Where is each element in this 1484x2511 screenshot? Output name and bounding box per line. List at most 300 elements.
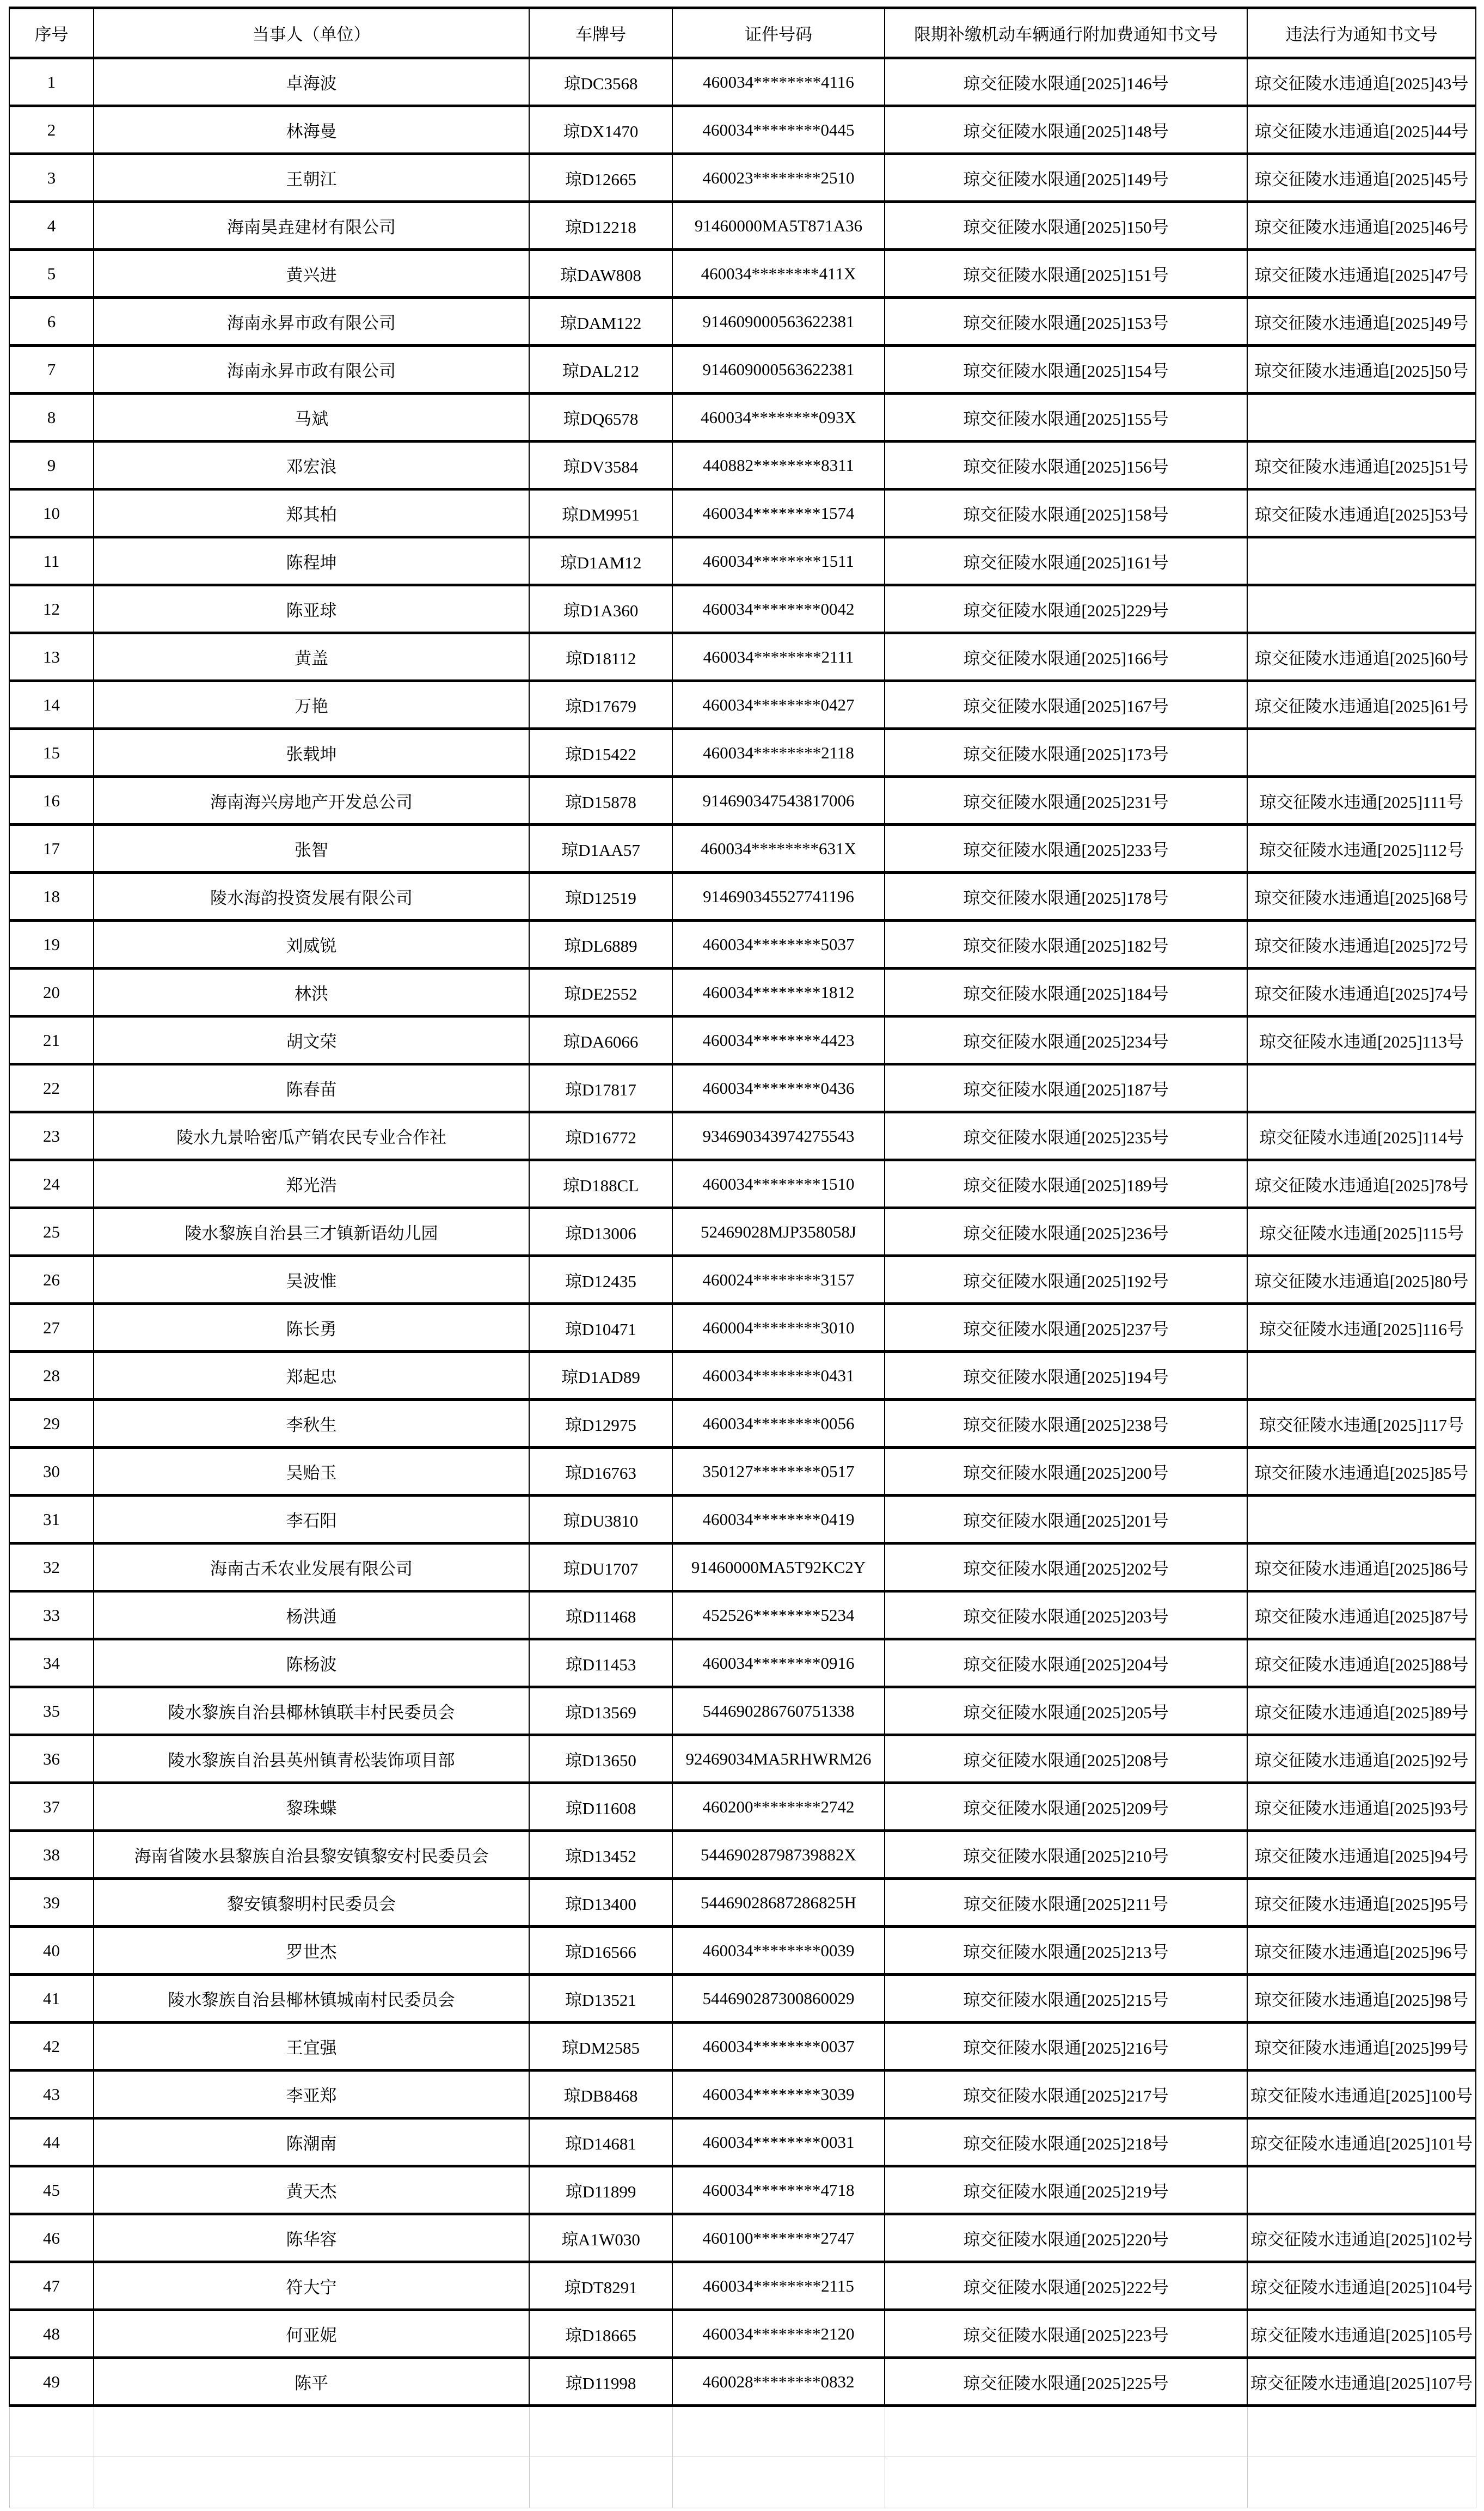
table-cell: 海南海兴房地产开发总公司 [94,777,529,825]
table-cell: 琼DA6066 [529,1016,672,1064]
table-cell: 陈平 [94,2358,529,2406]
table-cell: 37 [9,1783,94,1831]
table-cell: 460034********0916 [672,1639,885,1687]
table-cell: 49 [9,2358,94,2406]
table-cell: 460034********1511 [672,537,885,585]
table-cell: 琼交征陵水违通追[2025]44号 [1247,106,1476,154]
empty-cell [94,2457,529,2508]
table-cell: 32 [9,1544,94,1591]
table-cell: 46 [9,2214,94,2262]
table-cell: 琼DM9951 [529,489,672,537]
table-cell: 460034********0042 [672,585,885,633]
table-cell: 琼DV3584 [529,442,672,489]
table-cell: 琼交征陵水违通追[2025]92号 [1247,1735,1476,1783]
table-cell: 琼交征陵水限通[2025]192号 [885,1256,1247,1304]
empty-cell [885,2406,1247,2457]
table-cell: 琼D13452 [529,1831,672,1879]
table-cell: 陵水九景哈密瓜产销农民专业合作社 [94,1112,529,1160]
table-cell: 琼交征陵水违通[2025]115号 [1247,1208,1476,1256]
table-cell: 琼D12218 [529,202,672,250]
table-row [9,1831,1476,1879]
table-row [9,1256,1476,1304]
table-cell: 52469028MJP358058J [672,1208,885,1256]
table-cell: 琼交征陵水违通追[2025]85号 [1247,1448,1476,1496]
table-cell: 460034********4718 [672,2166,885,2214]
table-cell: 琼交征陵水违通追[2025]46号 [1247,202,1476,250]
table-row [9,585,1476,633]
table-cell: 11 [9,537,94,585]
table-cell: 琼交征陵水限通[2025]218号 [885,2118,1247,2166]
table-cell: 陵水海韵投资发展有限公司 [94,873,529,921]
table-row [9,1112,1476,1160]
table-cell: 琼交征陵水违通追[2025]53号 [1247,489,1476,537]
table-cell: 460034********631X [672,825,885,873]
empty-row [9,2406,1476,2457]
table-cell: 琼交征陵水限通[2025]219号 [885,2166,1247,2214]
table-cell: 胡文荣 [94,1016,529,1064]
table-cell: 460034********2120 [672,2310,885,2358]
table-cell: 琼D13650 [529,1735,672,1783]
table-cell: 6 [9,298,94,346]
table-cell: 陈华容 [94,2214,529,2262]
table-cell: 460034********4116 [672,58,885,106]
table-row [9,250,1476,298]
table-cell: 黄兴进 [94,250,529,298]
table-cell: 琼交征陵水限通[2025]189号 [885,1160,1247,1208]
table-cell: 琼交征陵水限通[2025]201号 [885,1496,1247,1544]
table-cell: 琼交征陵水限通[2025]208号 [885,1735,1247,1783]
table-cell: 琼交征陵水违通追[2025]101号 [1247,2118,1476,2166]
table-cell: 29 [9,1400,94,1448]
table-cell: 李石阳 [94,1496,529,1544]
table-cell: 47 [9,2262,94,2310]
table-row [9,346,1476,394]
table-cell: 琼交征陵水违通追[2025]72号 [1247,921,1476,969]
table-row [9,537,1476,585]
table-cell: 350127********0517 [672,1448,885,1496]
table-cell: 44 [9,2118,94,2166]
table-cell: 琼D16763 [529,1448,672,1496]
table-cell: 460034********3039 [672,2071,885,2118]
table-cell: 7 [9,346,94,394]
table-cell: 460034********2111 [672,633,885,681]
table-cell: 琼交征陵水违通追[2025]88号 [1247,1639,1476,1687]
table-row [9,777,1476,825]
table-cell: 琼DAW808 [529,250,672,298]
table-cell: 琼交征陵水限通[2025]154号 [885,346,1247,394]
table-cell: 92469034MA5RHWRM26 [672,1735,885,1783]
table-cell: 914609000563622381 [672,346,885,394]
table-cell: 琼交征陵水限通[2025]215号 [885,1975,1247,2023]
table-cell: 琼交征陵水违通追[2025]102号 [1247,2214,1476,2262]
table-cell: 琼交征陵水违通追[2025]74号 [1247,969,1476,1016]
table-row [9,825,1476,873]
table-cell: 琼D1A360 [529,585,672,633]
table-cell: 李亚郑 [94,2071,529,2118]
column-header: 当事人（单位） [94,8,529,58]
table-cell [1247,585,1476,633]
table-cell: 460034********0431 [672,1352,885,1400]
table-cell: 罗世杰 [94,1927,529,1975]
table-cell: 1 [9,58,94,106]
table-cell: 张载坤 [94,729,529,777]
table-cell: 海南昊垚建材有限公司 [94,202,529,250]
table-cell: 琼交征陵水限通[2025]155号 [885,394,1247,442]
table-cell: 王宜强 [94,2023,529,2071]
table-cell: 914690345527741196 [672,873,885,921]
table-cell: 琼交征陵水限通[2025]225号 [885,2358,1247,2406]
table-cell: 琼交征陵水限通[2025]202号 [885,1544,1247,1591]
table-row [9,1448,1476,1496]
table-cell: 琼交征陵水限通[2025]167号 [885,681,1247,729]
table-row [9,729,1476,777]
table-cell: 吴贻玉 [94,1448,529,1496]
table-cell: 卓海波 [94,58,529,106]
empty-cell [672,2406,885,2457]
table-cell: 陵水黎族自治县椰林镇联丰村民委员会 [94,1687,529,1735]
table-cell: 琼D12665 [529,154,672,202]
table-cell: 海南永昇市政有限公司 [94,346,529,394]
table-cell: 19 [9,921,94,969]
empty-cell [1247,2406,1476,2457]
table-cell: 17 [9,825,94,873]
table-cell: 琼交征陵水限通[2025]148号 [885,106,1247,154]
table-cell [1247,729,1476,777]
table-cell: 琼D16772 [529,1112,672,1160]
table-cell: 琼交征陵水限通[2025]184号 [885,969,1247,1016]
table-cell: 琼交征陵水违通追[2025]50号 [1247,346,1476,394]
table-cell: 琼D17679 [529,681,672,729]
table-row [9,2023,1476,2071]
table-cell: 张智 [94,825,529,873]
table-cell: 3 [9,154,94,202]
table-row [9,1544,1476,1591]
table-cell: 琼交征陵水限通[2025]204号 [885,1639,1247,1687]
table-row [9,2262,1476,2310]
table-cell: 黄天杰 [94,2166,529,2214]
table-cell: 琼交征陵水限通[2025]173号 [885,729,1247,777]
table-row [9,1496,1476,1544]
table-cell: 王朝江 [94,154,529,202]
table-cell: 91460000MA5T871A36 [672,202,885,250]
table-row [9,1304,1476,1352]
table-cell: 42 [9,2023,94,2071]
column-header: 证件号码 [672,8,885,58]
table-row [9,921,1476,969]
table-cell: 12 [9,585,94,633]
table-cell: 琼交征陵水限通[2025]211号 [885,1879,1247,1927]
table-cell: 544690286760751338 [672,1687,885,1735]
table-cell: 琼D12975 [529,1400,672,1448]
table-cell: 陈潮南 [94,2118,529,2166]
table-cell: 郑其柏 [94,489,529,537]
table-cell: 琼交征陵水限通[2025]149号 [885,154,1247,202]
table-cell: 琼D13521 [529,1975,672,2023]
table-cell: 440882********8311 [672,442,885,489]
table-row [9,1591,1476,1639]
table-row [9,1400,1476,1448]
table-cell: 琼交征陵水违通追[2025]94号 [1247,1831,1476,1879]
table-cell: 琼交征陵水违通追[2025]49号 [1247,298,1476,346]
table-cell: 琼D11453 [529,1639,672,1687]
table-cell: 452526********5234 [672,1591,885,1639]
table-cell: 琼D11899 [529,2166,672,2214]
table-cell: 460004********3010 [672,1304,885,1352]
table-cell: 16 [9,777,94,825]
table-cell: 琼交征陵水限通[2025]151号 [885,250,1247,298]
column-header: 序号 [9,8,94,58]
table-cell: 20 [9,969,94,1016]
table-cell: 8 [9,394,94,442]
table-cell: 琼交征陵水限通[2025]220号 [885,2214,1247,2262]
table-cell: 琼DL6889 [529,921,672,969]
header-row [9,8,1476,58]
table-cell: 琼DC3568 [529,58,672,106]
table-cell: 460024********3157 [672,1256,885,1304]
table-cell: 琼交征陵水限通[2025]231号 [885,777,1247,825]
table-row [9,633,1476,681]
table-cell: 31 [9,1496,94,1544]
table-cell: 琼D11608 [529,1783,672,1831]
table-cell: 18 [9,873,94,921]
table-cell: 琼D1AD89 [529,1352,672,1400]
table-row [9,1352,1476,1400]
table-cell: 琼DAL212 [529,346,672,394]
table-row [9,1016,1476,1064]
table-cell: 40 [9,1927,94,1975]
table-row [9,1783,1476,1831]
table-cell: 琼交征陵水违通追[2025]68号 [1247,873,1476,921]
table-cell: 琼DM2585 [529,2023,672,2071]
table-row [9,969,1476,1016]
table-cell: 15 [9,729,94,777]
table-row [9,1927,1476,1975]
table-cell: 琼交征陵水违通[2025]114号 [1247,1112,1476,1160]
empty-cell [529,2457,672,2508]
table-cell: 刘威锐 [94,921,529,969]
table-cell: 何亚妮 [94,2310,529,2358]
table-cell [1247,1352,1476,1400]
table-cell: 黎珠蝶 [94,1783,529,1831]
table-cell: 琼交征陵水限通[2025]194号 [885,1352,1247,1400]
table-row [9,58,1476,106]
column-header: 限期补缴机动车辆通行附加费通知书文号 [885,8,1247,58]
table-cell: 琼交征陵水违通[2025]117号 [1247,1400,1476,1448]
table-row [9,1639,1476,1687]
table-cell: 45 [9,2166,94,2214]
table-cell: 马斌 [94,394,529,442]
table-cell: 陵水黎族自治县英州镇青松装饰项目部 [94,1735,529,1783]
table-cell: 陈程坤 [94,537,529,585]
table-cell: 琼交征陵水违通追[2025]99号 [1247,2023,1476,2071]
table-cell: 43 [9,2071,94,2118]
table-cell: 26 [9,1256,94,1304]
table-cell: 460034********0445 [672,106,885,154]
table-cell [1247,394,1476,442]
table-cell: 陈亚球 [94,585,529,633]
table-cell: 琼交征陵水限通[2025]237号 [885,1304,1247,1352]
table-cell: 海南古禾农业发展有限公司 [94,1544,529,1591]
table-cell: 460034********1510 [672,1160,885,1208]
table-cell: 460023********2510 [672,154,885,202]
table-row [9,2214,1476,2262]
table-cell: 22 [9,1064,94,1112]
table-cell: 35 [9,1687,94,1735]
table-cell: 琼D16566 [529,1927,672,1975]
table-cell: 33 [9,1591,94,1639]
table-cell: 琼交征陵水限通[2025]222号 [885,2262,1247,2310]
table-cell: 郑光浩 [94,1160,529,1208]
table-cell: 39 [9,1879,94,1927]
table-cell [1247,537,1476,585]
table-cell: 914609000563622381 [672,298,885,346]
table-row [9,1879,1476,1927]
table-cell: 23 [9,1112,94,1160]
table-cell: 郑起忠 [94,1352,529,1400]
table-cell: 24 [9,1160,94,1208]
table-cell: 琼交征陵水违通追[2025]107号 [1247,2358,1476,2406]
table-cell: 琼交征陵水限通[2025]238号 [885,1400,1247,1448]
table-cell: 琼交征陵水违通[2025]116号 [1247,1304,1476,1352]
table-cell: 25 [9,1208,94,1256]
table-cell: 10 [9,489,94,537]
table-cell: 38 [9,1831,94,1879]
table-cell: 460034********411X [672,250,885,298]
table-cell: 琼交征陵水限通[2025]216号 [885,2023,1247,2071]
table-cell: 460200********2742 [672,1783,885,1831]
table-cell: 460034********093X [672,394,885,442]
table-cell: 30 [9,1448,94,1496]
table-cell: 460034********2118 [672,729,885,777]
table-cell: 460034********5037 [672,921,885,969]
table-cell: 琼交征陵水限通[2025]217号 [885,2071,1247,2118]
table-cell: 琼交征陵水违通追[2025]45号 [1247,154,1476,202]
table-cell: 琼交征陵水限通[2025]229号 [885,585,1247,633]
table-cell: 460034********0031 [672,2118,885,2166]
table-cell: 28 [9,1352,94,1400]
table-cell: 14 [9,681,94,729]
table-row [9,1975,1476,2023]
table-cell: 54469028687286825H [672,1879,885,1927]
table-cell: 460034********0427 [672,681,885,729]
table-cell: 34 [9,1639,94,1687]
table-cell: 琼交征陵水违通追[2025]89号 [1247,1687,1476,1735]
table-cell: 琼交征陵水违通[2025]113号 [1247,1016,1476,1064]
table-cell: 460100********2747 [672,2214,885,2262]
table-row [9,1208,1476,1256]
table-cell: 琼交征陵水违通追[2025]61号 [1247,681,1476,729]
empty-cell [9,2406,94,2457]
table-cell: 琼交征陵水限通[2025]146号 [885,58,1247,106]
table-row [9,2310,1476,2358]
table-cell: 460028********0832 [672,2358,885,2406]
table-cell: 琼交征陵水违通[2025]111号 [1247,777,1476,825]
table-cell: 琼D12435 [529,1256,672,1304]
table-cell: 琼交征陵水限通[2025]178号 [885,873,1247,921]
table-cell: 460034********0039 [672,1927,885,1975]
table-cell: 琼D188CL [529,1160,672,1208]
table-cell: 琼D15422 [529,729,672,777]
table-row [9,873,1476,921]
table-row [9,394,1476,442]
table-cell: 杨洪通 [94,1591,529,1639]
table-cell: 琼交征陵水违通追[2025]87号 [1247,1591,1476,1639]
table-cell: 琼交征陵水限通[2025]235号 [885,1112,1247,1160]
table-cell: 琼交征陵水限通[2025]166号 [885,633,1247,681]
table-cell: 琼交征陵水违通追[2025]96号 [1247,1927,1476,1975]
table-cell: 符大宁 [94,2262,529,2310]
table-cell: 琼D17817 [529,1064,672,1112]
table-cell: 海南省陵水县黎族自治县黎安镇黎安村民委员会 [94,1831,529,1879]
table-cell: 460034********0056 [672,1400,885,1448]
table-cell: 914690347543817006 [672,777,885,825]
table-cell: 琼交征陵水限通[2025]236号 [885,1208,1247,1256]
table-cell: 琼D12519 [529,873,672,921]
table-cell: 琼D13569 [529,1687,672,1735]
table-cell: 91460000MA5T92KC2Y [672,1544,885,1591]
table-cell: 460034********0419 [672,1496,885,1544]
table-cell [1247,1496,1476,1544]
table-cell [1247,1064,1476,1112]
table-cell: 海南永昇市政有限公司 [94,298,529,346]
table-cell: 460034********1812 [672,969,885,1016]
table-cell: 544690287300860029 [672,1975,885,2023]
table-row [9,1160,1476,1208]
table-cell: 陵水黎族自治县椰林镇城南村民委员会 [94,1975,529,2023]
table-cell: 琼交征陵水限通[2025]213号 [885,1927,1247,1975]
table-cell: 琼D13006 [529,1208,672,1256]
table-row [9,1687,1476,1735]
table-cell: 琼交征陵水限通[2025]234号 [885,1016,1247,1064]
table-row [9,2358,1476,2406]
table-cell: 林洪 [94,969,529,1016]
table-cell: 琼交征陵水违通追[2025]95号 [1247,1879,1476,1927]
table-cell: 琼交征陵水违通追[2025]60号 [1247,633,1476,681]
table-row [9,1735,1476,1783]
table-cell: 460034********4423 [672,1016,885,1064]
table-cell: 460034********0037 [672,2023,885,2071]
table-row [9,489,1476,537]
empty-cell [9,2457,94,2508]
table-cell [1247,2166,1476,2214]
table-cell: 琼DQ6578 [529,394,672,442]
table-cell: 琼交征陵水违通追[2025]104号 [1247,2262,1476,2310]
table-cell: 林海曼 [94,106,529,154]
table-row [9,681,1476,729]
table-cell: 琼交征陵水限通[2025]233号 [885,825,1247,873]
table-row [9,298,1476,346]
table-cell: 陈长勇 [94,1304,529,1352]
table-cell: 琼D11998 [529,2358,672,2406]
table-cell: 13 [9,633,94,681]
table-row [9,202,1476,250]
table-cell: 琼交征陵水违通[2025]112号 [1247,825,1476,873]
column-header: 违法行为通知书文号 [1247,8,1476,58]
table-cell: 琼交征陵水限通[2025]161号 [885,537,1247,585]
table-row [9,154,1476,202]
table-cell: 琼交征陵水限通[2025]158号 [885,489,1247,537]
table-cell: 琼交征陵水限通[2025]210号 [885,1831,1247,1879]
table-cell: 460034********2115 [672,2262,885,2310]
table-cell: 琼DU3810 [529,1496,672,1544]
table-cell: 琼交征陵水违通追[2025]100号 [1247,2071,1476,2118]
table-cell: 琼交征陵水限通[2025]156号 [885,442,1247,489]
table-row [9,2166,1476,2214]
table-cell: 琼D11468 [529,1591,672,1639]
table-cell: 陈杨波 [94,1639,529,1687]
table-cell: 琼DE2552 [529,969,672,1016]
table-cell: 54469028798739882X [672,1831,885,1879]
